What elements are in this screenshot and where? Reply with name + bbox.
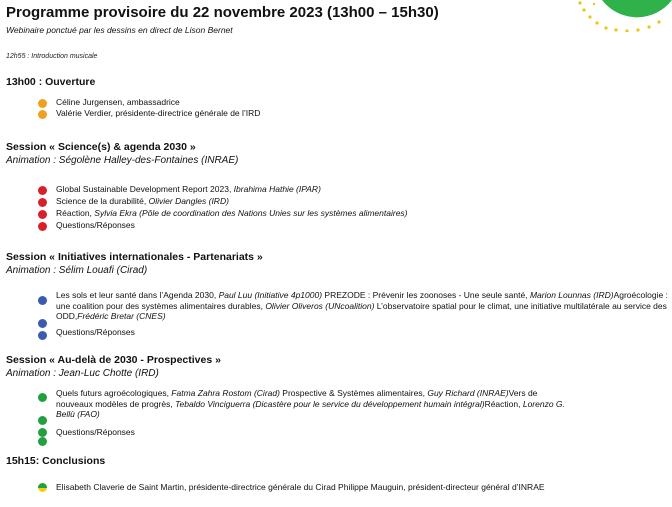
green-bullet-icon (38, 416, 47, 425)
conclusions-text: Elisabeth Claverie de Saint Martin, présidente-directrice générale du Cirad Philippe Mauguin, président-directeur général d’INRAE (56, 482, 545, 492)
page-title: Programme provisoire du 22 novembre 2023 (13h00 – 15h30) (6, 4, 439, 21)
red-bullet-icon (38, 210, 47, 219)
opening-item: Valérie Verdier, présidente-directrice générale de l’IRD (56, 108, 261, 118)
session3-items: Quels futurs agroécologiques, Fatma Zahra Rostom (Cirad) Prospective & Systèmes alimentaires, Guy Richard (INRAE)Vers de nouveaux modèles de progrès, Tebaldo Vinciguerra (Dicastère pour le service du développement humain intégral)Réaction, Lorenzo G. Bellù (FAO) (56, 388, 565, 419)
red-bullet-icon (38, 222, 47, 231)
blue-bullet-icon (38, 296, 47, 305)
session3-animation: Animation : Jean-Luc Chotte (IRD) (6, 368, 159, 379)
green-bullet-icon (38, 437, 47, 446)
session2-title: Session « Initiatives internationales - Partenariats » (6, 251, 263, 263)
green-bullet-icon (38, 428, 47, 437)
blue-bullet-icon (38, 319, 47, 328)
red-bullet-icon (38, 198, 47, 207)
red-bullet-icon (38, 186, 47, 195)
session1-item: Global Sustainable Development Report 2023, Ibrahima Hathie (IPAR) (56, 184, 321, 194)
session2-items: Les sols et leur santé dans l’Agenda 2030, Paul Luu (Initiative 4p1000) PREZODE : Prévenir les zoonoses - Une seule santé, Marion Lounnas (IRD)Agroécologie : une coalition pour des systèmes alimentaires durables, Olivier Oliveros (UNcoalition) L’observatoire spatial pour le climat, une initiative multilatérale au service des ODD,Frédéric Bretar (CNES) (56, 290, 668, 321)
session2-qa: Questions/Réponses (56, 327, 135, 337)
green-yellow-bullet-icon (38, 483, 47, 492)
conclusions-title: 15h15: Conclusions (6, 455, 106, 467)
page-subtitle: Webinaire ponctué par les dessins en direct de Lison Bernet (6, 25, 233, 35)
orange-bullet-icon (38, 99, 47, 108)
blue-bullet-icon (38, 331, 47, 340)
green-bullet-icon (38, 393, 47, 402)
session3-title: Session « Au-delà de 2030 - Prospectives » (6, 354, 221, 366)
opening-title: 13h00 : Ouverture (6, 76, 96, 88)
orange-bullet-icon (38, 110, 47, 119)
session2-animation: Animation : Sélim Louafi (Cirad) (6, 265, 148, 276)
session3-qa: Questions/Réponses (56, 427, 135, 437)
session1-item: Questions/Réponses (56, 220, 135, 230)
corner-logo-graphic (532, 0, 672, 32)
session1-item: Réaction, Sylvia Ekra (Pôle de coordination des Nations Unies sur les systèmes alimentaires) (56, 208, 408, 218)
intro-line: 12h55 : Introduction musicale (6, 53, 98, 60)
session1-animation: Animation : Ségolène Halley-des-Fontaines (INRAE) (6, 155, 239, 166)
green-arc-shape (602, 0, 672, 17)
session1-title: Session « Science(s) & agenda 2030 » (6, 141, 196, 153)
opening-item: Céline Jurgensen, ambassadrice (56, 97, 180, 107)
session1-item: Science de la durabilité, Olivier Dangles (IRD) (56, 196, 229, 206)
